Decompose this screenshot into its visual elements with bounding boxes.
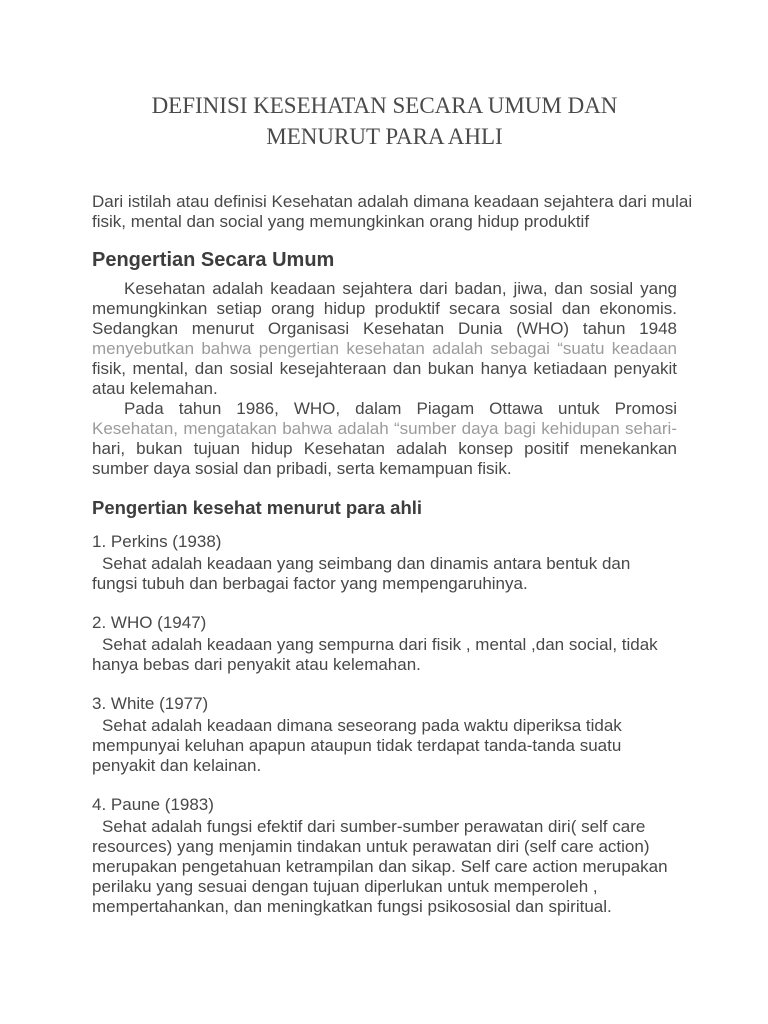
text-line: atau kelemahan. bbox=[92, 379, 218, 398]
text-line: Kesehatan, mengatakan bahwa adalah “sumber daya bagi kehidupan sehari- bbox=[92, 419, 677, 438]
text-line: hanya bebas dari penyakit atau kelemahan. bbox=[92, 655, 421, 674]
list-item-body bbox=[92, 635, 677, 675]
text-line: Sedangkan menurut Organisasi Kesehatan Dunia (WHO) tahun 1948 bbox=[92, 319, 677, 338]
list-item-head: 4. Paune (1983) bbox=[92, 795, 214, 814]
text-line: fisik, mental, dan sosial kesejahteraan dan bukan hanya ketiadaan penyakit bbox=[92, 359, 677, 378]
paragraph-piagam-ottawa-1986 bbox=[92, 399, 677, 479]
list-item-body bbox=[92, 716, 677, 776]
text-line: mempertahankan, dan meningkatkan fungsi psikososial dan spiritual. bbox=[92, 897, 612, 916]
document-title bbox=[92, 90, 677, 152]
text-line: Kesehatan adalah keadaan sejahtera dari badan, jiwa, dan sosial yang bbox=[124, 279, 677, 298]
text-line: Sehat adalah fungsi efektif dari sumber-sumber perawatan diri( self care bbox=[102, 817, 646, 836]
heading-pengertian-secara-umum: Pengertian Secara Umum bbox=[92, 249, 335, 271]
list-item-head: 2. WHO (1947) bbox=[92, 613, 207, 632]
list-item-body bbox=[92, 554, 677, 594]
list-item-body bbox=[92, 817, 677, 917]
text-line: fisik, mental dan social yang memungkinkan orang hidup produktif bbox=[92, 212, 590, 231]
list-item-head: 3. White (1977) bbox=[92, 694, 209, 713]
expert-item-white-1977 bbox=[92, 694, 677, 776]
intro-paragraph bbox=[92, 192, 693, 232]
text-line: penyakit dan kelainan. bbox=[92, 756, 262, 775]
expert-item-paune-1983 bbox=[92, 795, 677, 917]
text-line: menyebutkan bahwa pengertian kesehatan adalah sebagai “suatu keadaan bbox=[92, 339, 677, 358]
heading-menurut-para-ahli: Pengertian kesehat menurut para ahli bbox=[92, 497, 423, 518]
text-line: perilaku yang sesuai dengan tujuan diperlukan untuk memperoleh , bbox=[92, 877, 598, 896]
expert-item-perkins-1938 bbox=[92, 532, 677, 594]
list-item-head: 1. Perkins (1938) bbox=[92, 532, 222, 551]
text-line: Sehat adalah keadaan dimana seseorang pada waktu diperiksa tidak bbox=[102, 716, 622, 735]
paragraph-who-1948 bbox=[92, 279, 677, 399]
text-line: merupakan pengetahuan ketrampilan dan sikap. Self care action merupakan bbox=[92, 857, 668, 876]
text-line: DEFINISI KESEHATAN SECARA UMUM DAN bbox=[151, 93, 618, 118]
text-line: memungkinkan setiap orang hidup produktif secara sosial dan ekonomis. bbox=[92, 299, 677, 318]
text-line: resources) yang menjamin tindakan untuk perawatan diri (self care action) bbox=[92, 837, 650, 856]
text-line: MENURUT PARA AHLI bbox=[266, 124, 503, 149]
text-line: fungsi tubuh dan berbagai factor yang mempengaruhinya. bbox=[92, 574, 528, 593]
text-line: Pada tahun 1986, WHO, dalam Piagam Ottawa untuk Promosi bbox=[124, 399, 677, 418]
text-line: Sehat adalah keadaan yang seimbang dan dinamis antara bentuk dan bbox=[102, 554, 631, 573]
text-line: Dari istilah atau definisi Kesehatan adalah dimana keadaan sejahtera dari mulai bbox=[92, 192, 693, 211]
text-line: Sehat adalah keadaan yang sempurna dari fisik , mental ,dan social, tidak bbox=[102, 635, 658, 654]
text-line: hari, bukan tujuan hidup Kesehatan adalah konsep positif menekankan bbox=[92, 439, 677, 458]
expert-item-who-1947 bbox=[92, 613, 677, 675]
text-line: mempunyai keluhan apapun ataupun tidak terdapat tanda-tanda suatu bbox=[92, 736, 622, 755]
text-line: sumber daya sosial dan pribadi, serta kemampuan fisik. bbox=[92, 459, 512, 478]
